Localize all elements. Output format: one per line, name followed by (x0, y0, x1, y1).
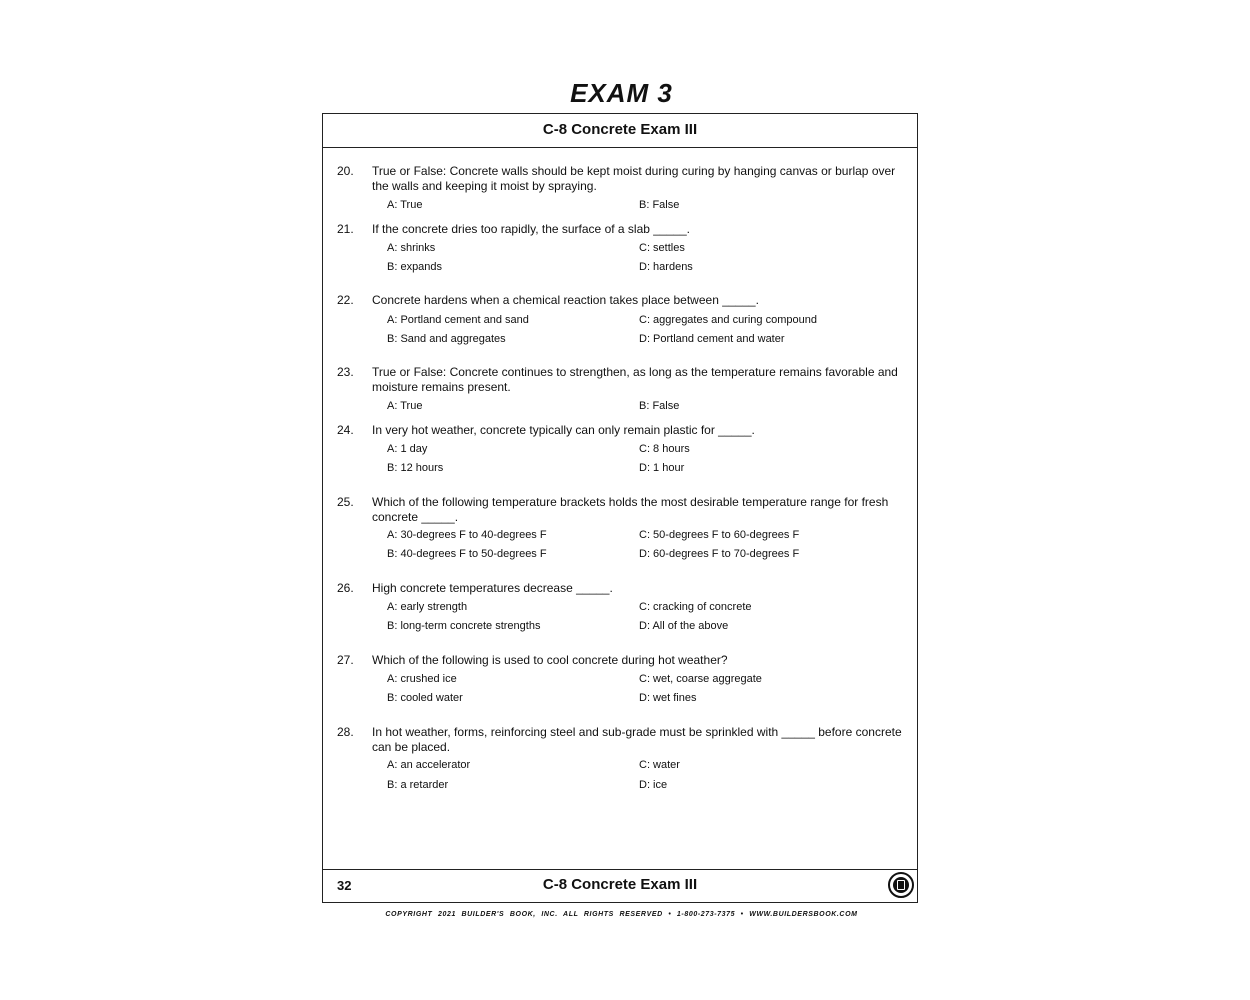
answer-b[interactable]: B: expands (387, 261, 443, 273)
answer-c[interactable]: C: aggregates and curing compound (639, 314, 817, 326)
answer-c[interactable]: C: wet, coarse aggregate (639, 673, 762, 685)
exam-heading: EXAM 3 (570, 78, 673, 108)
answer-a[interactable]: A: Portland cement and sand (387, 314, 529, 326)
question-number: 26. (337, 581, 354, 595)
answer-a[interactable]: A: an accelerator (387, 759, 471, 771)
question-number: 27. (337, 653, 354, 667)
logo-mark (897, 880, 905, 890)
answer-c[interactable]: C: 50-degrees F to 60-degrees F (639, 529, 800, 541)
question-text: In very hot weather, concrete typically can only remain plastic for _____. (372, 423, 755, 437)
answer-d[interactable]: D: ice (639, 779, 668, 791)
page-title: C-8 Concrete Exam III (323, 114, 917, 148)
exam-page (322, 113, 918, 903)
answer-c[interactable]: C: water (639, 759, 680, 771)
question-text: Which of the following temperature brackets holds the most desirable temperature range for fresh concrete _____. (372, 495, 889, 524)
answer-b[interactable]: B: cooled water (387, 692, 463, 704)
question-number: 20. (337, 164, 354, 178)
answer-b[interactable]: B: a retarder (387, 779, 449, 791)
answer-b[interactable]: B: long-term concrete strengths (387, 620, 541, 632)
question-text: High concrete temperatures decrease _____. (372, 581, 613, 595)
question-text: True or False: Concrete walls should be kept moist during curing by hanging canvas or burlap over the walls and keeping it moist by spraying. (372, 164, 896, 193)
page-number: 32 (337, 878, 352, 893)
answer-b[interactable]: B: 12 hours (387, 462, 444, 474)
answer-c[interactable]: C: 8 hours (639, 443, 690, 455)
answer-a[interactable]: A: True (387, 199, 423, 211)
question-number: 28. (337, 725, 354, 739)
question-number: 24. (337, 423, 354, 437)
question-text: In hot weather, forms, reinforcing steel and sub-grade must be sprinkled with _____ before concrete can be placed. (372, 725, 902, 754)
answer-b[interactable]: B: 40-degrees F to 50-degrees F (387, 548, 547, 560)
question-number: 25. (337, 495, 354, 509)
question-text: True or False: Concrete continues to strengthen, as long as the temperature remains favorable and moisture remains present. (372, 365, 898, 394)
question-text: Which of the following is used to cool concrete during hot weather? (372, 653, 728, 667)
answer-b[interactable]: B: False (639, 199, 680, 211)
answer-d[interactable]: D: hardens (639, 261, 693, 273)
question-number: 22. (337, 293, 354, 307)
answer-b[interactable]: B: False (639, 400, 680, 412)
answer-a[interactable]: A: crushed ice (387, 673, 457, 685)
question-number: 21. (337, 222, 354, 236)
question-number: 23. (337, 365, 354, 379)
answer-d[interactable]: D: Portland cement and water (639, 333, 785, 345)
answer-b[interactable]: B: Sand and aggregates (387, 333, 506, 345)
logo-inner (893, 877, 909, 893)
copyright-line: COPYRIGHT 2021 BUILDER'S BOOK, INC. ALL RIGHTS RESERVED • 1-800-273-7375 • WWW.BUILDERSBOOK.COM (385, 911, 858, 918)
question-text: Concrete hardens when a chemical reaction takes place between _____. (372, 293, 759, 307)
answer-d[interactable]: D: wet fines (639, 692, 697, 704)
answer-c[interactable]: C: settles (639, 242, 685, 254)
answer-d[interactable]: D: 60-degrees F to 70-degrees F (639, 548, 800, 560)
answer-a[interactable]: A: early strength (387, 601, 468, 613)
answer-a[interactable]: A: 1 day (387, 443, 428, 455)
answer-d[interactable]: D: All of the above (639, 620, 729, 632)
page-footer (323, 869, 917, 902)
footer-title: C-8 Concrete Exam III (542, 876, 698, 893)
answer-a[interactable]: A: shrinks (387, 242, 436, 254)
answer-c[interactable]: C: cracking of concrete (639, 601, 752, 613)
builders-book-logo-icon (888, 872, 914, 898)
answer-a[interactable]: A: True (387, 400, 423, 412)
question-text: If the concrete dries too rapidly, the surface of a slab _____. (372, 222, 690, 236)
answer-a[interactable]: A: 30-degrees F to 40-degrees F (387, 529, 547, 541)
answer-d[interactable]: D: 1 hour (639, 462, 685, 474)
